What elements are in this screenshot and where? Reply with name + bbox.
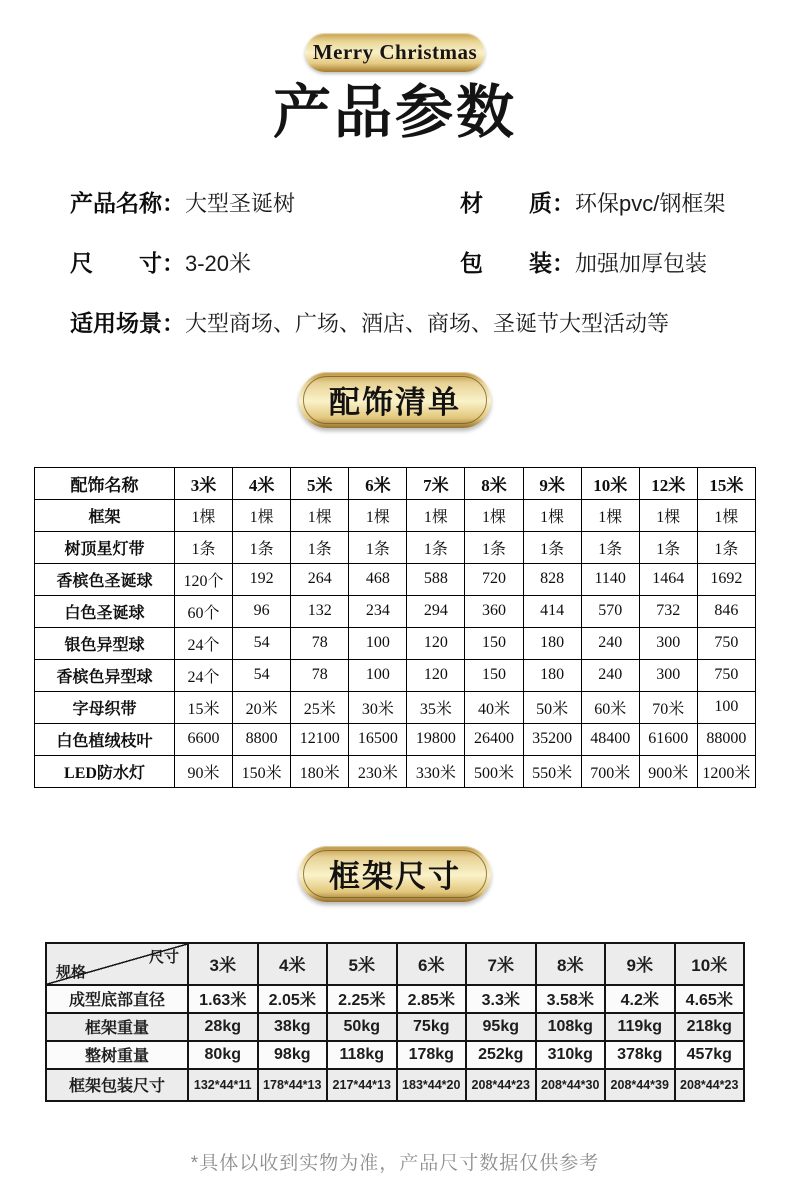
accessories-table xyxy=(34,467,756,788)
value-cell: 75kg xyxy=(397,1013,467,1041)
value-cell: 208*44*39 xyxy=(605,1069,675,1101)
row-label: LED防水灯 xyxy=(35,755,175,787)
value-cell: 1条 xyxy=(523,531,581,563)
value-cell: 2.25米 xyxy=(327,985,397,1013)
frame-size-badge xyxy=(299,846,491,902)
header-row xyxy=(46,943,744,985)
row-label: 香槟色异型球 xyxy=(35,659,175,691)
value-cell: 360 xyxy=(465,595,523,627)
value-cell: 240 xyxy=(581,659,639,691)
row-label: 字母织带 xyxy=(35,691,175,723)
value-cell: 132*44*11 xyxy=(188,1069,258,1101)
value-cell: 40米 xyxy=(465,691,523,723)
table-row xyxy=(35,627,756,659)
value-cell: 150米 xyxy=(233,755,291,787)
row-label: 框架包装尺寸 xyxy=(46,1069,188,1101)
value-cell: 217*44*13 xyxy=(327,1069,397,1101)
value-cell: 60米 xyxy=(581,691,639,723)
frame-size-badge-label: 框架尺寸 xyxy=(329,859,461,895)
value-cell: 2.05米 xyxy=(258,985,328,1013)
value-cell: 500米 xyxy=(465,755,523,787)
column-header: 5米 xyxy=(291,467,349,499)
value-cell: 1140 xyxy=(581,563,639,595)
value-cell: 1条 xyxy=(349,531,407,563)
table-row xyxy=(35,659,756,691)
value-cell: 828 xyxy=(523,563,581,595)
value-cell: 1棵 xyxy=(697,499,755,531)
value-cell: 1棵 xyxy=(291,499,349,531)
value-cell: 48400 xyxy=(581,723,639,755)
value-cell: 240 xyxy=(581,627,639,659)
value-cell: 1.63米 xyxy=(188,985,258,1013)
row-label: 整树重量 xyxy=(46,1041,188,1069)
value-cell: 720 xyxy=(465,563,523,595)
table-row xyxy=(35,563,756,595)
value-cell: 50米 xyxy=(523,691,581,723)
value-cell: 6600 xyxy=(175,723,233,755)
product-name-value: 大型圣诞树 xyxy=(185,190,296,216)
value-cell: 192 xyxy=(233,563,291,595)
value-cell: 8800 xyxy=(233,723,291,755)
value-cell: 96 xyxy=(233,595,291,627)
column-header: 4米 xyxy=(233,467,291,499)
value-cell: 1棵 xyxy=(639,499,697,531)
table-row xyxy=(46,1069,744,1101)
value-cell: 60个 xyxy=(175,595,233,627)
value-cell: 218kg xyxy=(675,1013,745,1041)
value-cell: 1条 xyxy=(291,531,349,563)
row-label: 成型底部直径 xyxy=(46,985,188,1013)
value-cell: 1条 xyxy=(581,531,639,563)
value-cell: 300 xyxy=(639,627,697,659)
column-header: 3米 xyxy=(175,467,233,499)
value-cell: 750 xyxy=(697,627,755,659)
info-size xyxy=(70,245,460,278)
table-row xyxy=(35,531,756,563)
value-cell: 178kg xyxy=(397,1041,467,1069)
value-cell: 1条 xyxy=(407,531,465,563)
value-cell: 118kg xyxy=(327,1041,397,1069)
material-label: 材 质： xyxy=(460,189,575,216)
value-cell: 3.58米 xyxy=(536,985,606,1013)
table-row xyxy=(46,1013,744,1041)
value-cell: 264 xyxy=(291,563,349,595)
value-cell: 95kg xyxy=(466,1013,536,1041)
value-cell: 1条 xyxy=(233,531,291,563)
product-info xyxy=(0,185,790,338)
row-label: 白色圣诞球 xyxy=(35,595,175,627)
value-cell: 208*44*23 xyxy=(675,1069,745,1101)
product-name-label: 产品名称： xyxy=(70,189,185,216)
value-cell: 61600 xyxy=(639,723,697,755)
table-row xyxy=(35,691,756,723)
packing-value: 加强加厚包装 xyxy=(575,250,708,276)
column-header: 8米 xyxy=(465,467,523,499)
value-cell: 4.65米 xyxy=(675,985,745,1013)
material-value: 环保pvc/钢框架 xyxy=(575,190,726,216)
value-cell: 1棵 xyxy=(465,499,523,531)
column-header: 12米 xyxy=(639,467,697,499)
table-row xyxy=(35,595,756,627)
table-row xyxy=(35,723,756,755)
table-row xyxy=(35,499,756,531)
value-cell: 90米 xyxy=(175,755,233,787)
info-product-name xyxy=(70,185,460,218)
size-value: 3-20米 xyxy=(185,250,252,276)
value-cell: 100 xyxy=(349,627,407,659)
value-cell: 414 xyxy=(523,595,581,627)
value-cell: 1条 xyxy=(697,531,755,563)
value-cell: 330米 xyxy=(407,755,465,787)
page-title: 产品参数 xyxy=(272,80,517,145)
value-cell: 120 xyxy=(407,627,465,659)
value-cell: 1棵 xyxy=(233,499,291,531)
disclaimer-note: *具体以收到实物为准，产品尺寸数据仅供参考 xyxy=(190,1152,600,1174)
value-cell: 378kg xyxy=(605,1041,675,1069)
table-row xyxy=(35,755,756,787)
corner-cell xyxy=(46,943,188,985)
value-cell: 108kg xyxy=(536,1013,606,1041)
accessories-badge xyxy=(299,372,491,428)
row-label: 树顶星灯带 xyxy=(35,531,175,563)
value-cell: 20米 xyxy=(233,691,291,723)
column-header: 9米 xyxy=(523,467,581,499)
value-cell: 550米 xyxy=(523,755,581,787)
column-header: 4米 xyxy=(258,943,328,985)
info-material xyxy=(460,185,745,218)
value-cell: 54 xyxy=(233,659,291,691)
value-cell: 2.85米 xyxy=(397,985,467,1013)
column-header: 7米 xyxy=(407,467,465,499)
value-cell: 54 xyxy=(233,627,291,659)
value-cell: 120个 xyxy=(175,563,233,595)
value-cell: 88000 xyxy=(697,723,755,755)
value-cell: 1棵 xyxy=(175,499,233,531)
row-label: 银色异型球 xyxy=(35,627,175,659)
value-cell: 35米 xyxy=(407,691,465,723)
packing-label: 包 装： xyxy=(460,249,575,276)
accessories-badge-label: 配饰清单 xyxy=(329,385,461,421)
value-cell: 15米 xyxy=(175,691,233,723)
value-cell: 4.2米 xyxy=(605,985,675,1013)
value-cell: 732 xyxy=(639,595,697,627)
column-header: 5米 xyxy=(327,943,397,985)
row-label: 白色植绒枝叶 xyxy=(35,723,175,755)
merry-christmas-label: Merry Christmas xyxy=(312,40,478,64)
corner-size-label: 尺寸 xyxy=(148,948,179,966)
merry-christmas-badge xyxy=(305,33,485,72)
column-header: 8米 xyxy=(536,943,606,985)
value-cell: 700米 xyxy=(581,755,639,787)
value-cell: 208*44*23 xyxy=(466,1069,536,1101)
column-header: 6米 xyxy=(397,943,467,985)
value-cell: 234 xyxy=(349,595,407,627)
value-cell: 24个 xyxy=(175,659,233,691)
value-cell: 1692 xyxy=(697,563,755,595)
value-cell: 457kg xyxy=(675,1041,745,1069)
row-label: 香槟色圣诞球 xyxy=(35,563,175,595)
value-cell: 1条 xyxy=(175,531,233,563)
row-label: 框架 xyxy=(35,499,175,531)
row-label: 框架重量 xyxy=(46,1013,188,1041)
value-cell: 310kg xyxy=(536,1041,606,1069)
value-cell: 900米 xyxy=(639,755,697,787)
value-cell: 98kg xyxy=(258,1041,328,1069)
value-cell: 570 xyxy=(581,595,639,627)
value-cell: 38kg xyxy=(258,1013,328,1041)
table-row xyxy=(46,985,744,1013)
value-cell: 1464 xyxy=(639,563,697,595)
value-cell: 25米 xyxy=(291,691,349,723)
value-cell: 150 xyxy=(465,659,523,691)
info-packing xyxy=(460,245,745,278)
column-header: 3米 xyxy=(188,943,258,985)
value-cell: 1200米 xyxy=(697,755,755,787)
value-cell: 80kg xyxy=(188,1041,258,1069)
value-cell: 100 xyxy=(349,659,407,691)
corner-spec-label: 规格 xyxy=(56,963,87,981)
table-row xyxy=(46,1041,744,1069)
value-cell: 100 xyxy=(697,691,755,723)
value-cell: 183*44*20 xyxy=(397,1069,467,1101)
value-cell: 1棵 xyxy=(349,499,407,531)
value-cell: 294 xyxy=(407,595,465,627)
value-cell: 180 xyxy=(523,627,581,659)
frame-size-table xyxy=(45,942,745,1102)
value-cell: 132 xyxy=(291,595,349,627)
value-cell: 78 xyxy=(291,659,349,691)
value-cell: 846 xyxy=(697,595,755,627)
value-cell: 30米 xyxy=(349,691,407,723)
column-header: 10米 xyxy=(581,467,639,499)
scenes-value: 大型商场、广场、酒店、商场、圣诞节大型活动等 xyxy=(185,310,670,336)
scenes-label: 适用场景： xyxy=(70,309,185,336)
value-cell: 12100 xyxy=(291,723,349,755)
value-cell: 120 xyxy=(407,659,465,691)
value-cell: 180 xyxy=(523,659,581,691)
value-cell: 24个 xyxy=(175,627,233,659)
value-cell: 16500 xyxy=(349,723,407,755)
value-cell: 300 xyxy=(639,659,697,691)
value-cell: 78 xyxy=(291,627,349,659)
value-cell: 468 xyxy=(349,563,407,595)
value-cell: 252kg xyxy=(466,1041,536,1069)
value-cell: 26400 xyxy=(465,723,523,755)
value-cell: 1棵 xyxy=(581,499,639,531)
value-cell: 19800 xyxy=(407,723,465,755)
value-cell: 35200 xyxy=(523,723,581,755)
value-cell: 588 xyxy=(407,563,465,595)
value-cell: 150 xyxy=(465,627,523,659)
value-cell: 1条 xyxy=(465,531,523,563)
info-scenes xyxy=(70,305,745,338)
value-cell: 1棵 xyxy=(523,499,581,531)
value-cell: 3.3米 xyxy=(466,985,536,1013)
value-cell: 1棵 xyxy=(407,499,465,531)
column-header: 15米 xyxy=(697,467,755,499)
value-cell: 208*44*30 xyxy=(536,1069,606,1101)
value-cell: 50kg xyxy=(327,1013,397,1041)
value-cell: 28kg xyxy=(188,1013,258,1041)
column-header: 7米 xyxy=(466,943,536,985)
column-header: 6米 xyxy=(349,467,407,499)
value-cell: 750 xyxy=(697,659,755,691)
column-header: 10米 xyxy=(675,943,745,985)
value-cell: 119kg xyxy=(605,1013,675,1041)
column-header: 9米 xyxy=(605,943,675,985)
value-cell: 178*44*13 xyxy=(258,1069,328,1101)
size-label: 尺 寸： xyxy=(70,249,185,276)
value-cell: 180米 xyxy=(291,755,349,787)
value-cell: 230米 xyxy=(349,755,407,787)
value-cell: 1条 xyxy=(639,531,697,563)
header-row xyxy=(35,467,756,499)
column-header: 配饰名称 xyxy=(35,467,175,499)
value-cell: 70米 xyxy=(639,691,697,723)
